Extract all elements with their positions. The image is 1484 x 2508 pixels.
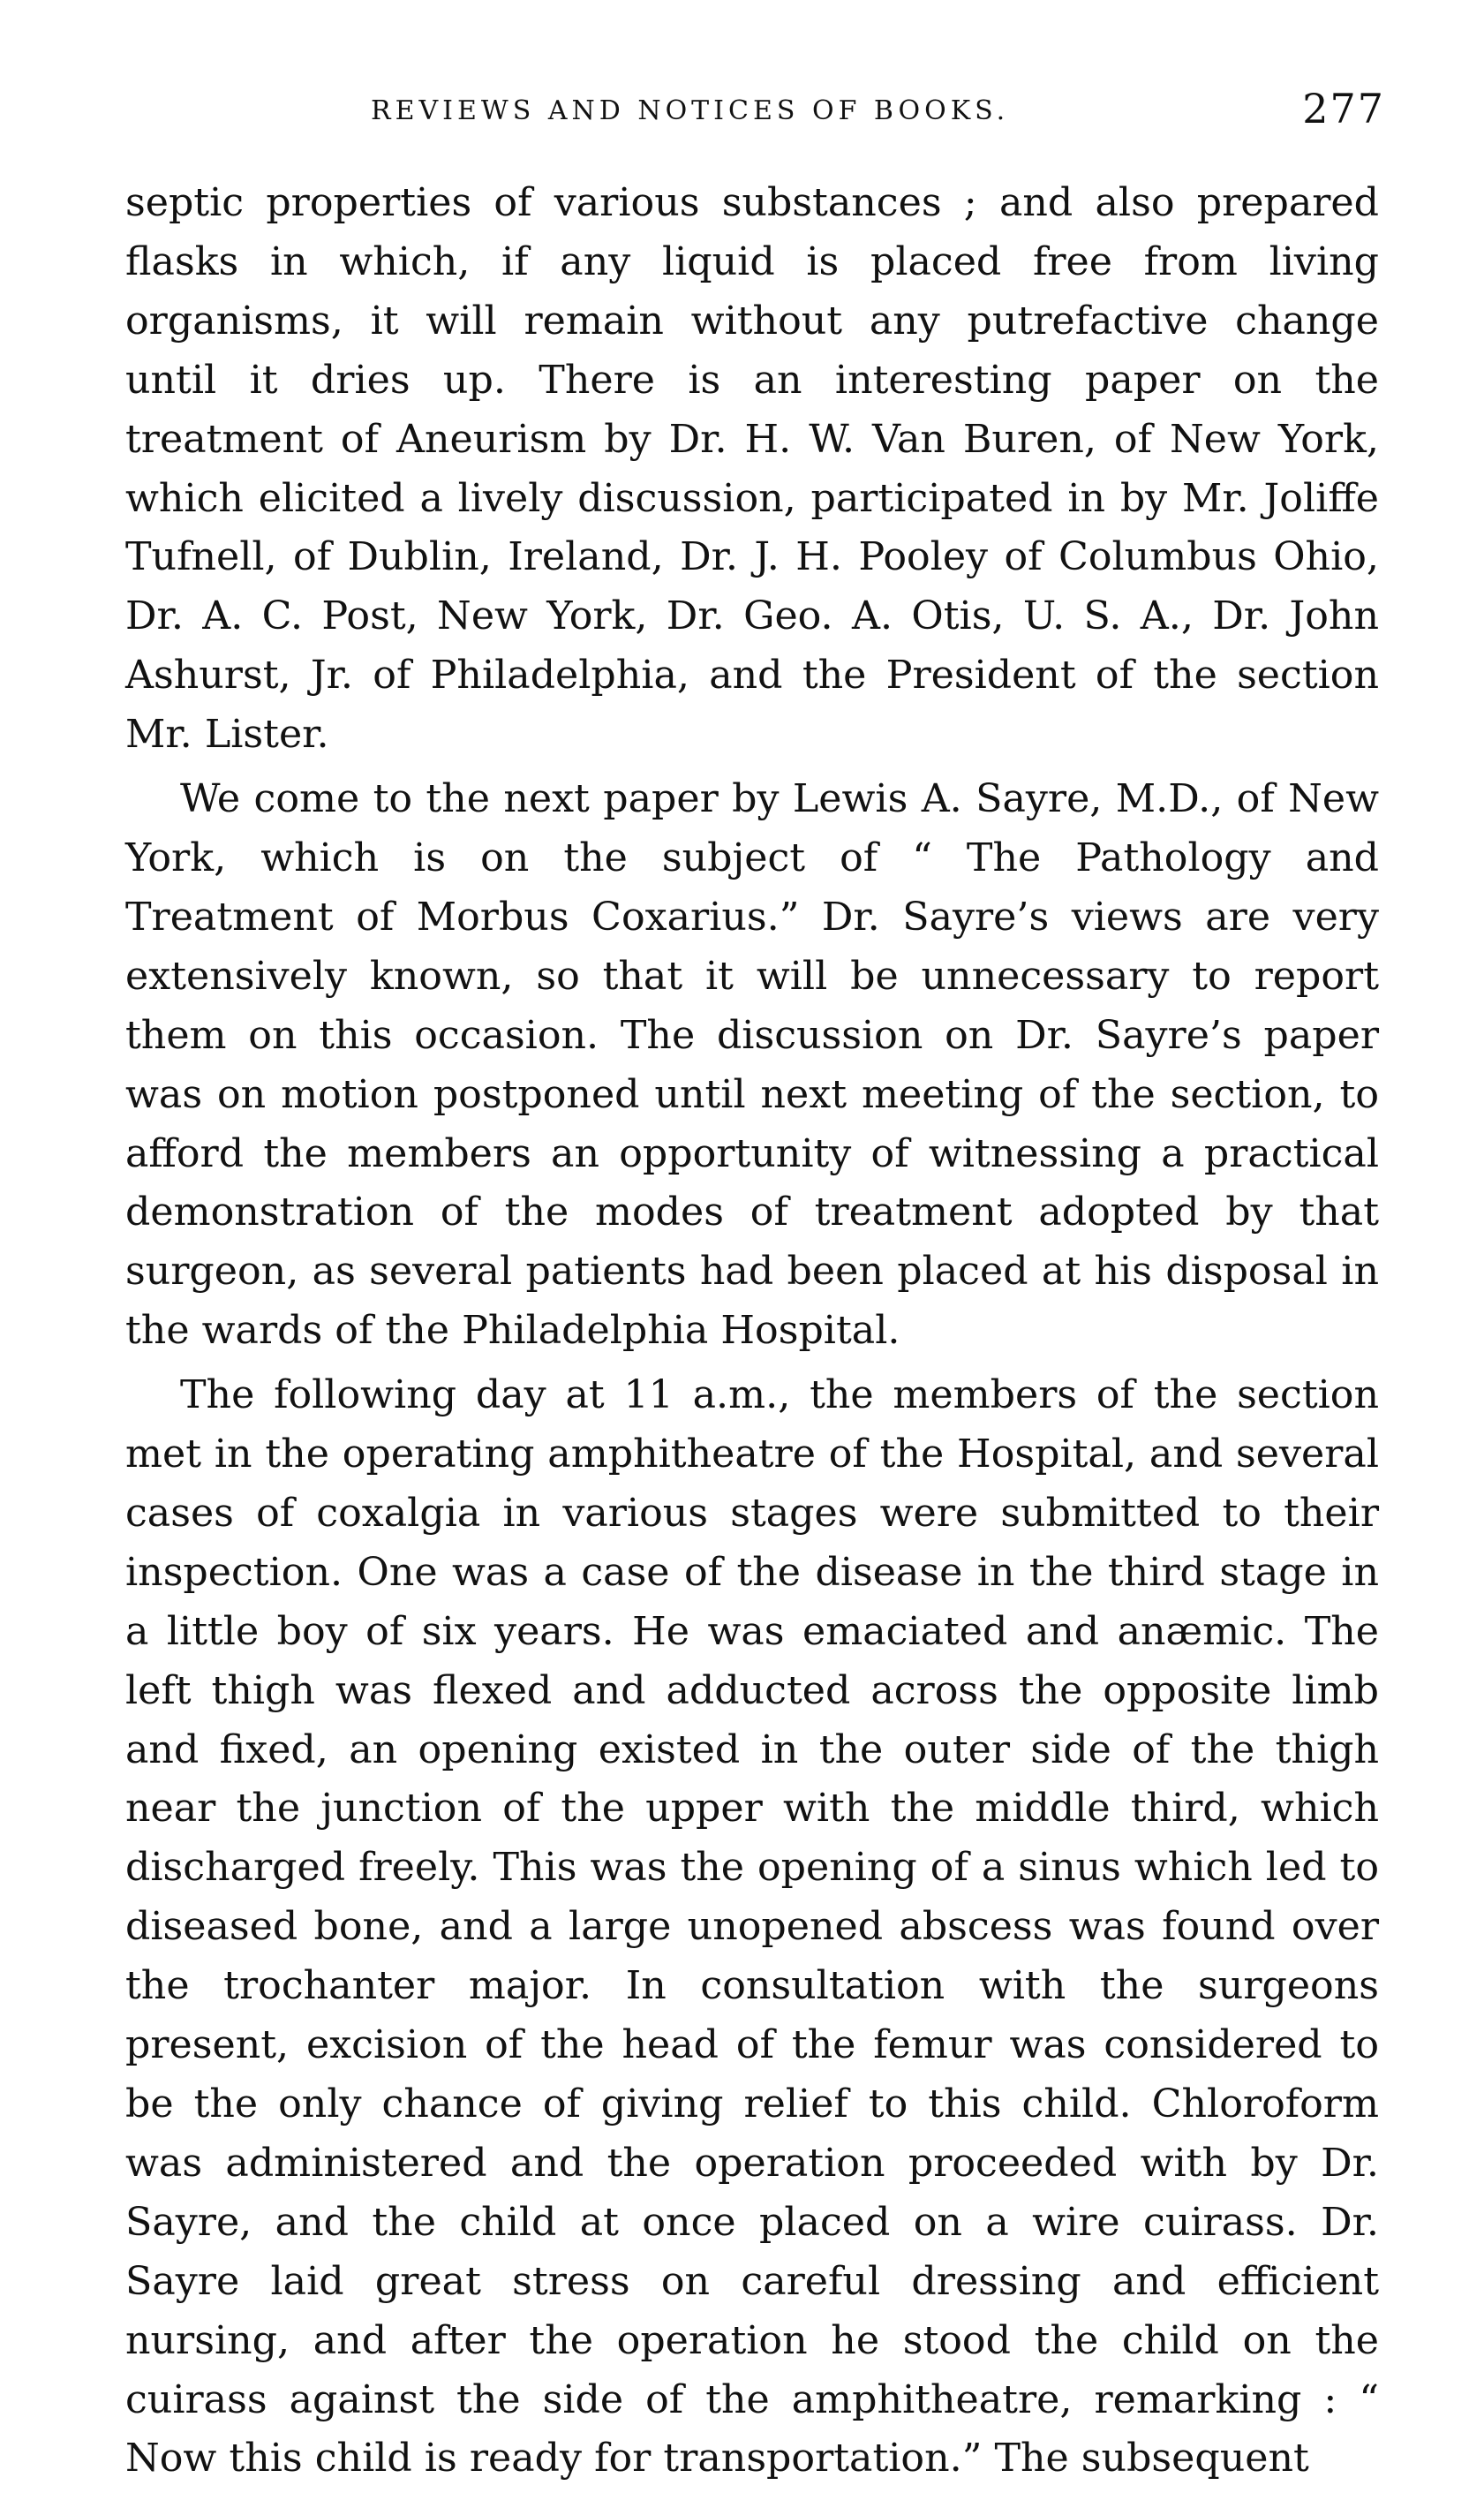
body-text: [125, 174, 1379, 2489]
page-number: 277: [1302, 85, 1385, 132]
paragraph-sayre-paper: We come to the next paper by Lewis A. Sayre, M.D., of New York, which is on the subject of “ The Pathology and Treatment of Morbus Coxarius.” Dr. Sayre’s views are very extensively known, so that it will be unnecessary to report them on this occasion. The discussion on Dr. Sayre’s paper was on motion postponed until next meeting of the section, to afford the members an opportunity of witnessing a practical demonstration of the modes of treatment adopted by that surgeon, as several patients had been placed at his disposal in the wards of the Philadelphia Hospital.: [125, 776, 1379, 1354]
running-head: [371, 85, 1399, 138]
running-title: REVIEWS AND NOTICES OF BOOKS.: [371, 95, 1010, 126]
paragraph-continued: septic properties of various substances ; and also prepared flasks in which, if any liquid is placed free from living organisms, it will remain without any putrefactive change until it dries up. There is an interesting paper on the treatment of Aneurism by Dr. H. W. Van Buren, of New York, which elicited a lively discussion, participated in by Mr. Joliffe Tufnell, of Dublin, Ireland, Dr. J. H. Pooley of Columbus Ohio, Dr. A. C. Post, New York, Dr. Geo. A. Otis, U. S. A., Dr. John Ashurst, Jr. of Philadelphia, and the President of the section Mr. Lister.: [125, 180, 1379, 758]
paragraph-following-day: The following day at 11 a.m., the members of the section met in the operating amphitheatre of the Hospital, and several cases of coxalgia in various stages were submitted to their inspection. One was a case of the disease in the third stage in a little boy of six years. He was emaciated and anæmic. The left thigh was flexed and adducted across the opposite limb and fixed, an opening existed in the outer side of the thigh near the junction of the upper with the middle third, which discharged freely. This was the opening of a sinus which led to diseased bone, and a large unopened abscess was found over the trochanter major. In consultation with the surgeons present, excision of the head of the femur was considered to be the only chance of giving relief to this child. Chloroform was administered and the operation proceeded with by Dr. Sayre, and the child at once placed on a wire cuirass. Dr. Sayre laid great stress on careful dressing and efficient nursing, and after the operation he stood the child on the cuirass against the side of the amphitheatre, remarking : “ Now this child is ready for transportation.” The subsequent: [125, 1372, 1379, 2482]
